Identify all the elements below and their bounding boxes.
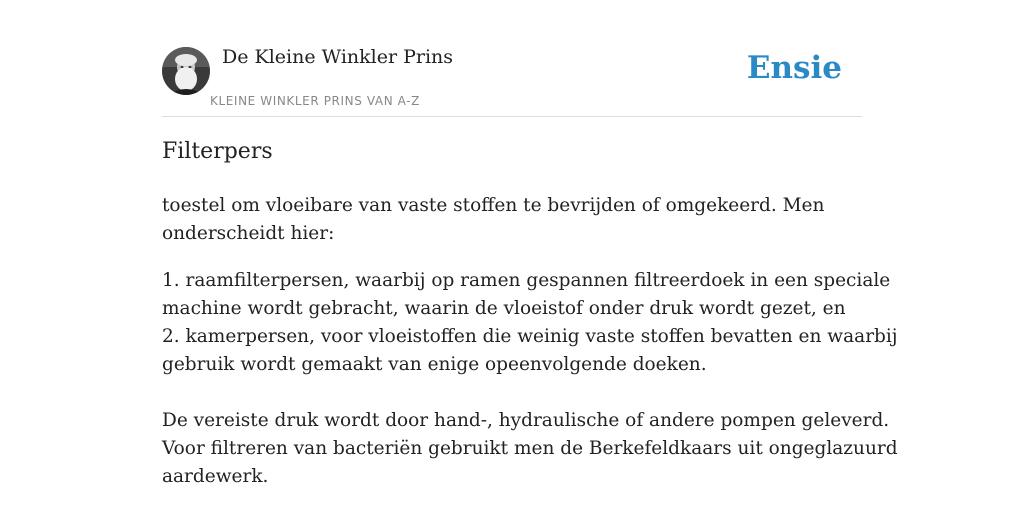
text-line: gebruik wordt gemaakt van enige opeenvolgende doeken. bbox=[162, 354, 707, 375]
header bbox=[162, 0, 862, 117]
text-line: De vereiste druk wordt door hand-, hydraulische of andere pompen geleverd. bbox=[162, 410, 890, 431]
text-line: toestel om vloeibare van vaste stoffen te bevrijden of omgekeerd. Men bbox=[162, 195, 825, 216]
book-subtitle: KLEINE WINKLER PRINS VAN A-Z bbox=[210, 94, 420, 108]
ensie-logo-link[interactable]: Ensie bbox=[746, 50, 842, 86]
text-line: aardewerk. bbox=[162, 466, 269, 487]
definition-paragraph-2 bbox=[162, 267, 898, 379]
text-line: machine wordt gebracht, waarin de vloeistof onder druk wordt gezet, en bbox=[162, 298, 846, 319]
page-container bbox=[162, 0, 898, 487]
text-line: Voor filtreren van bacteriën gebruikt men de Berkefeldkaars uit ongeglazuurd bbox=[162, 438, 898, 459]
definition-paragraph-1 bbox=[162, 192, 862, 248]
text-line: 1. raamfilterpersen, waarbij op ramen gespannen filtreerdoek in een speciale bbox=[162, 270, 891, 291]
text-line: onderscheidt hier: bbox=[162, 223, 335, 244]
book-title[interactable]: De Kleine Winkler Prins bbox=[222, 46, 454, 68]
entry-title: Filterpers bbox=[162, 139, 273, 164]
author-portrait-icon[interactable] bbox=[162, 47, 210, 95]
definition-paragraph-3 bbox=[162, 407, 898, 491]
text-line: 2. kamerpersen, voor vloeistoffen die weinig vaste stoffen bevatten en waarbij bbox=[162, 326, 898, 347]
